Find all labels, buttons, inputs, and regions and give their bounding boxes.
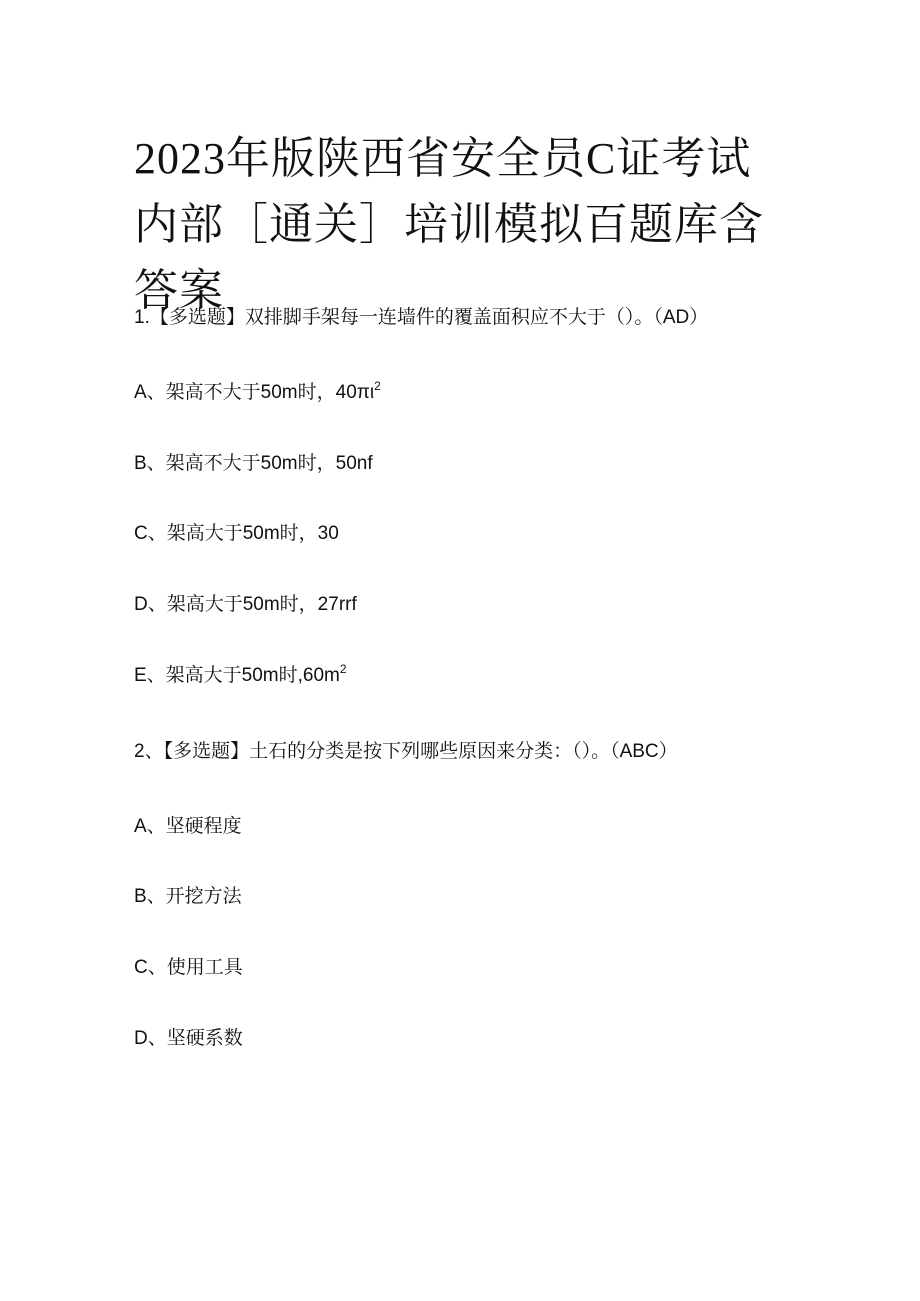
option-text: D、架高大于50m时，27rrf <box>134 594 357 615</box>
option-text: A、架高不大于50m时，40πι <box>134 382 375 403</box>
question-1-stem: 1.【多选题】双排脚手架每一连墙件的覆盖面积应不大于（）。（AD） <box>134 307 709 328</box>
question-2-option-c <box>134 956 243 980</box>
option-text: B、架高不大于50m时，50nf <box>134 453 373 474</box>
option-text: A、坚硬程度 <box>134 816 242 837</box>
superscript: 2 <box>339 662 347 676</box>
option-text: C、架高大于50m时，30 <box>134 523 339 544</box>
page-title: 2023年版陕西省安全员C证考试内部［通关］培训模拟百题库含答案 <box>134 134 764 315</box>
question-1-option-c <box>134 522 339 546</box>
superscript: 2 <box>374 379 381 393</box>
question-1-option-b <box>134 452 373 476</box>
question-2-option-d <box>134 1027 243 1051</box>
question-1-option-a <box>134 381 381 405</box>
option-text: C、使用工具 <box>134 957 243 978</box>
option-text: D、坚硬系数 <box>134 1028 243 1049</box>
question-1-option-d <box>134 593 357 617</box>
question-2-stem: 2、【多选题】土石的分类是按下列哪些原因来分类：（）。（ABC） <box>134 741 678 762</box>
question-2-option-a <box>134 815 242 839</box>
option-text: B、开挖方法 <box>134 886 242 907</box>
question-2-option-b <box>134 885 242 909</box>
option-text: E、架高大于50m时,60m <box>134 665 340 686</box>
question-1-option-e <box>134 664 347 688</box>
